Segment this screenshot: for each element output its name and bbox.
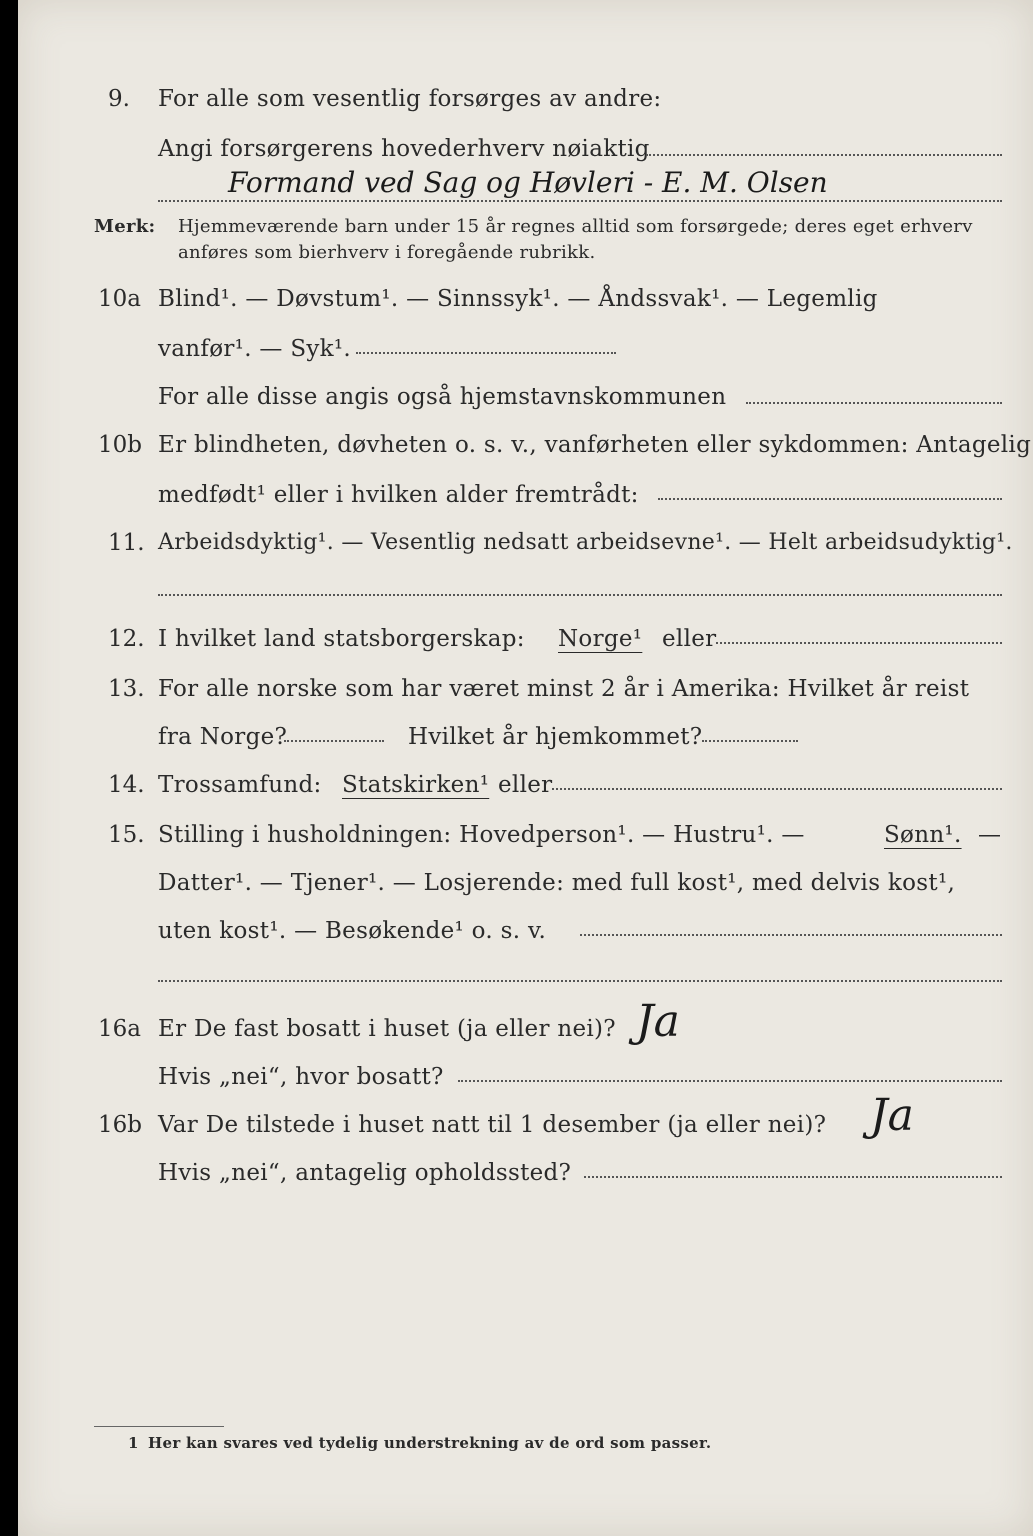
q16b-dotted-line bbox=[584, 1176, 1002, 1178]
merk-text-line1: Hjemmeværende barn under 15 år regnes alltid som forsørgede; deres eget erhverv bbox=[178, 216, 973, 237]
q12-norge-underlined: Norge¹ bbox=[558, 626, 643, 652]
merk-text-line2: anføres som bierhverv i foregående rubrikk. bbox=[178, 242, 596, 263]
q12-dotted-line bbox=[716, 642, 1002, 644]
q10a-text-line1: Blind¹. — Døvstum¹. — Sinnssyk¹. — Åndssvak¹. — Legemlig bbox=[158, 286, 878, 312]
footnote-rule bbox=[94, 1426, 224, 1427]
q10b-dotted-line bbox=[658, 498, 1002, 500]
footnote-mark: 1 bbox=[128, 1434, 139, 1452]
q11-dotted-line bbox=[158, 594, 1002, 596]
q15-extra-line bbox=[158, 980, 1002, 982]
q9-text-line1: For alle som vesentlig forsørges av andre: bbox=[158, 86, 662, 112]
q10a-text-line2: vanfør¹. — Syk¹. bbox=[158, 336, 352, 362]
q9-dotted-line bbox=[646, 154, 1002, 156]
q15-number: 15. bbox=[108, 822, 145, 848]
q16b-handwritten-answer: Ja bbox=[870, 1090, 914, 1141]
q10b-text-line1: Er blindheten, døvheten o. s. v., vanførheten eller sykdommen: Antagelig bbox=[158, 432, 1032, 458]
q11-number: 11. bbox=[108, 530, 145, 556]
q16a-text-line1: Er De fast bosatt i huset (ja eller nei)? bbox=[158, 1016, 616, 1042]
q10a-hjemstavn-line bbox=[746, 402, 1002, 404]
q16a-dotted-line bbox=[458, 1080, 1002, 1082]
q14-number: 14. bbox=[108, 772, 145, 798]
q13-number: 13. bbox=[108, 676, 145, 702]
q13-hjemkommet: Hvilket år hjemkommet? bbox=[408, 724, 703, 750]
q15-text-line3: uten kost¹. — Besøkende¹ o. s. v. bbox=[158, 918, 547, 944]
q14-text: Trossamfund: bbox=[158, 772, 322, 798]
q13-fra-norge: fra Norge? bbox=[158, 724, 288, 750]
q10b-text-line2: medfødt¹ eller i hvilken alder fremtrådt: bbox=[158, 482, 639, 508]
q9-answer-line bbox=[158, 200, 1002, 202]
q10a-text-line3: For alle disse angis også hjemstavnskommunen bbox=[158, 384, 727, 410]
q10b-number: 10b bbox=[98, 432, 142, 458]
q13-text-line1: For alle norske som har været minst 2 år i Amerika: Hvilket år reist bbox=[158, 676, 970, 702]
footnote-text: Her kan svares ved tydelig understrekning av de ord som passer. bbox=[148, 1434, 712, 1452]
q16a-text-line2: Hvis „nei“, hvor bosatt? bbox=[158, 1064, 444, 1090]
q16b-text-line1: Var De tilstede i huset natt til 1 desember (ja eller nei)? bbox=[158, 1112, 827, 1138]
q14-eller: eller bbox=[498, 772, 553, 798]
q16a-number: 16a bbox=[98, 1016, 141, 1042]
q15-sonn-underlined: Sønn¹. bbox=[884, 822, 962, 848]
q10a-dotted-line bbox=[356, 352, 616, 354]
q9-number: 9. bbox=[108, 86, 130, 112]
q16b-number: 16b bbox=[98, 1112, 142, 1138]
q9-handwritten-answer: Formand ved Sag og Høvleri - E. M. Olsen bbox=[228, 166, 828, 199]
census-form-page bbox=[18, 0, 1033, 1536]
q14-statskirken-underlined: Statskirken¹ bbox=[342, 772, 490, 798]
q12-text: I hvilket land statsborgerskap: bbox=[158, 626, 525, 652]
q10a-number: 10a bbox=[98, 286, 141, 312]
q12-eller: eller bbox=[662, 626, 717, 652]
q16a-handwritten-answer: Ja bbox=[636, 996, 680, 1047]
q16b-text-line2: Hvis „nei“, antagelig opholdssted? bbox=[158, 1160, 572, 1186]
q15-text-line1: Stilling i husholdningen: Hovedperson¹. — Hustru¹. — bbox=[158, 822, 805, 848]
q15-dotted-line bbox=[580, 934, 1002, 936]
q13-hjemkommet-line bbox=[702, 740, 798, 742]
q15-text-line2: Datter¹. — Tjener¹. — Losjerende: med full kost¹, med delvis kost¹, bbox=[158, 870, 956, 896]
q9-text-line2: Angi forsørgerens hovederhverv nøiaktig bbox=[158, 136, 650, 162]
q12-number: 12. bbox=[108, 626, 145, 652]
merk-label: Merk: bbox=[94, 216, 156, 237]
q14-dotted-line bbox=[552, 788, 1002, 790]
q11-text-line1: Arbeidsdyktig¹. — Vesentlig nedsatt arbeidsevne¹. — Helt arbeidsudyktig¹. bbox=[158, 530, 1013, 555]
q15-dash: — bbox=[978, 822, 1002, 848]
q13-reist-line bbox=[284, 740, 384, 742]
